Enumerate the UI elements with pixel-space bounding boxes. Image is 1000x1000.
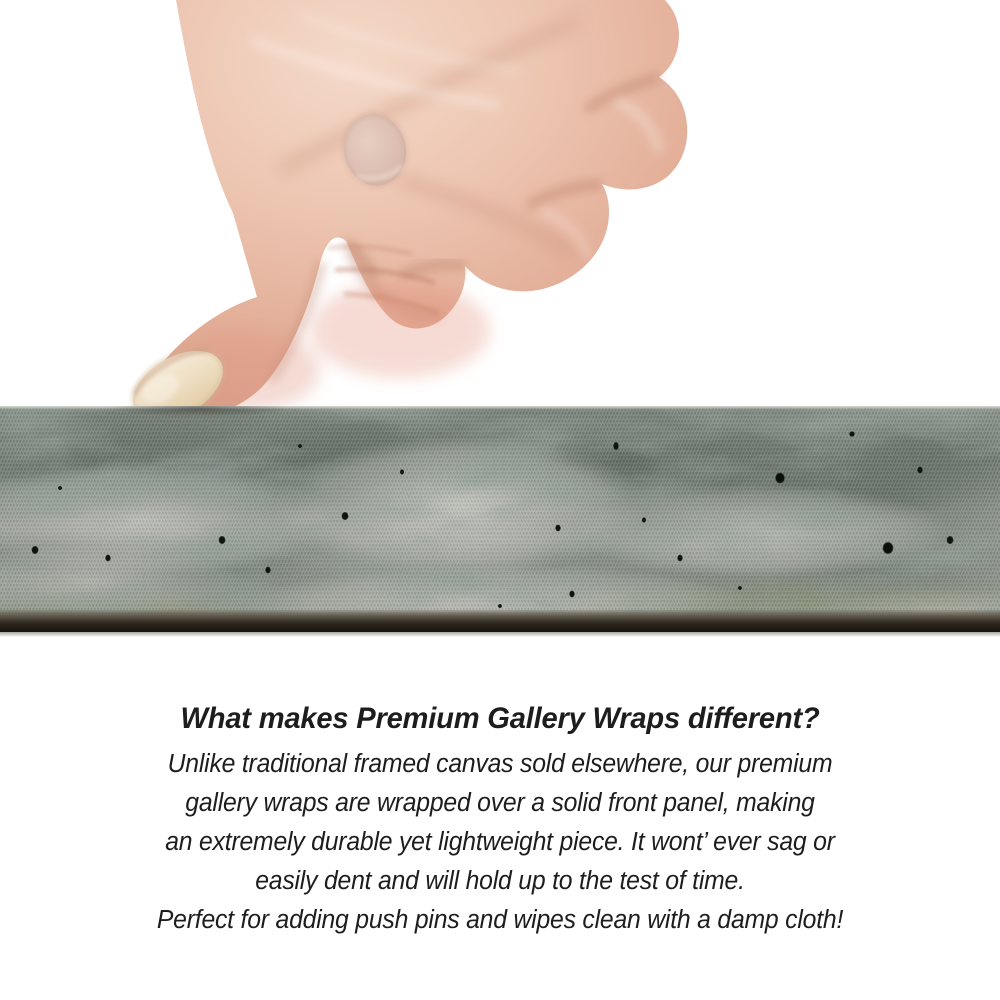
canvas-speckles (0, 406, 1000, 632)
canvas-edge-strip (0, 406, 1000, 632)
canvas-drop-shadow (0, 632, 1000, 637)
thumb-contact-shadow (110, 406, 290, 422)
marketing-line-4: easily dent and will hold up to the test of time. (255, 867, 745, 895)
marketing-copy (15, 701, 985, 940)
hand-illustration (0, 0, 1000, 424)
hand-photo (0, 0, 1000, 424)
marketing-line-1: Unlike traditional framed canvas sold elsewhere, our premium (167, 750, 833, 778)
marketing-line-5: Perfect for adding push pins and wipes clean with a damp cloth! (156, 906, 844, 934)
marketing-line-2: gallery wraps are wrapped over a solid front panel, making (185, 789, 815, 817)
marketing-line-3: an extremely durable yet lightweight piece. It wont’ ever sag or (165, 828, 835, 856)
thumb-flush (310, 282, 490, 378)
marketing-title: What makes Premium Gallery Wraps different? (180, 702, 820, 735)
canvas-fold-dark-edge (0, 610, 1000, 632)
